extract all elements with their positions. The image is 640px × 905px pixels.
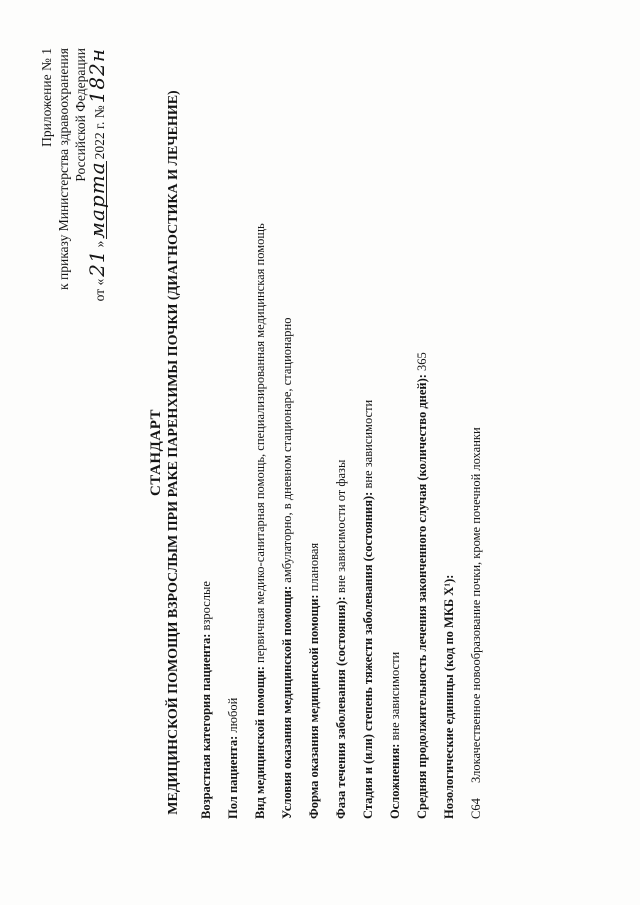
standard-heading: СТАНДАРТ [148,408,164,497]
field-disease-stage [355,20,382,819]
approval-block [38,48,108,348]
field-disease-phase [328,20,355,819]
field-complications [382,20,409,819]
order-month: марта [85,161,109,239]
field-label: Осложнения: [388,743,402,819]
field-label: Условия оказания медицинской помощи: [280,585,294,819]
nosology-name: Злокачественное новообразование почки, кроме почечной лоханки [469,427,483,783]
field-value: плановая [307,542,321,592]
nosology-code: C64 [469,798,483,819]
field-care-type [247,20,274,819]
field-value: любой [226,697,240,733]
order-number: 182н [85,48,109,104]
field-label: Пол пациента: [226,735,240,819]
field-age-category [193,20,220,819]
field-label: Фаза течения заболевания (состояния): [334,596,348,819]
field-value: амбулаторно, в дневном стационаре, стационарно [280,317,294,583]
field-label: Возрастная категория пациента: [199,633,213,819]
date-prefix: от « [92,278,107,302]
standard-fields [193,20,490,819]
field-label: Нозологические единицы (код по МКБ X¹): [442,574,456,819]
date-quote-close: » [92,240,107,248]
order-date-line [85,48,109,348]
order-reference: к приказу Министерства здравоохранения [56,48,71,290]
field-value: взрослые [199,581,213,631]
field-value: вне зависимости [361,399,375,489]
field-care-form [301,20,328,819]
field-sex [220,20,247,819]
order-day: 21 [85,249,109,277]
field-value: 365 [415,352,429,371]
field-label: Средняя продолжительность лечения законченного случая (количество дней): [415,374,429,819]
field-value: вне зависимости от фазы [334,459,348,594]
nosology-entry [463,20,490,819]
field-label: Вид медицинской помощи: [253,666,267,819]
field-care-conditions [274,20,301,819]
field-value: первичная медико-санитарная помощь, специализированная медицинская помощь [253,223,267,663]
field-treatment-duration [409,20,436,819]
field-label: Стадия и (или) степень тяжести заболевания (состояния): [361,491,375,819]
field-value: вне зависимости [388,651,402,741]
field-nosology [436,20,463,819]
document-title [148,0,182,905]
appendix-label: Приложение № 1 [39,48,54,147]
standard-subject: МЕДИЦИНСКОЙ ПОМОЩИ ВЗРОСЛЫМ ПРИ РАКЕ ПАРЕНХИМЫ ПОЧКИ (ДИАГНОСТИКА И ЛЕЧЕНИЕ) [166,90,181,815]
field-label: Форма оказания медицинской помощи: [307,594,321,819]
order-year: 2022 г. № [92,105,107,160]
federation-label: Российской Федерации [73,48,88,182]
